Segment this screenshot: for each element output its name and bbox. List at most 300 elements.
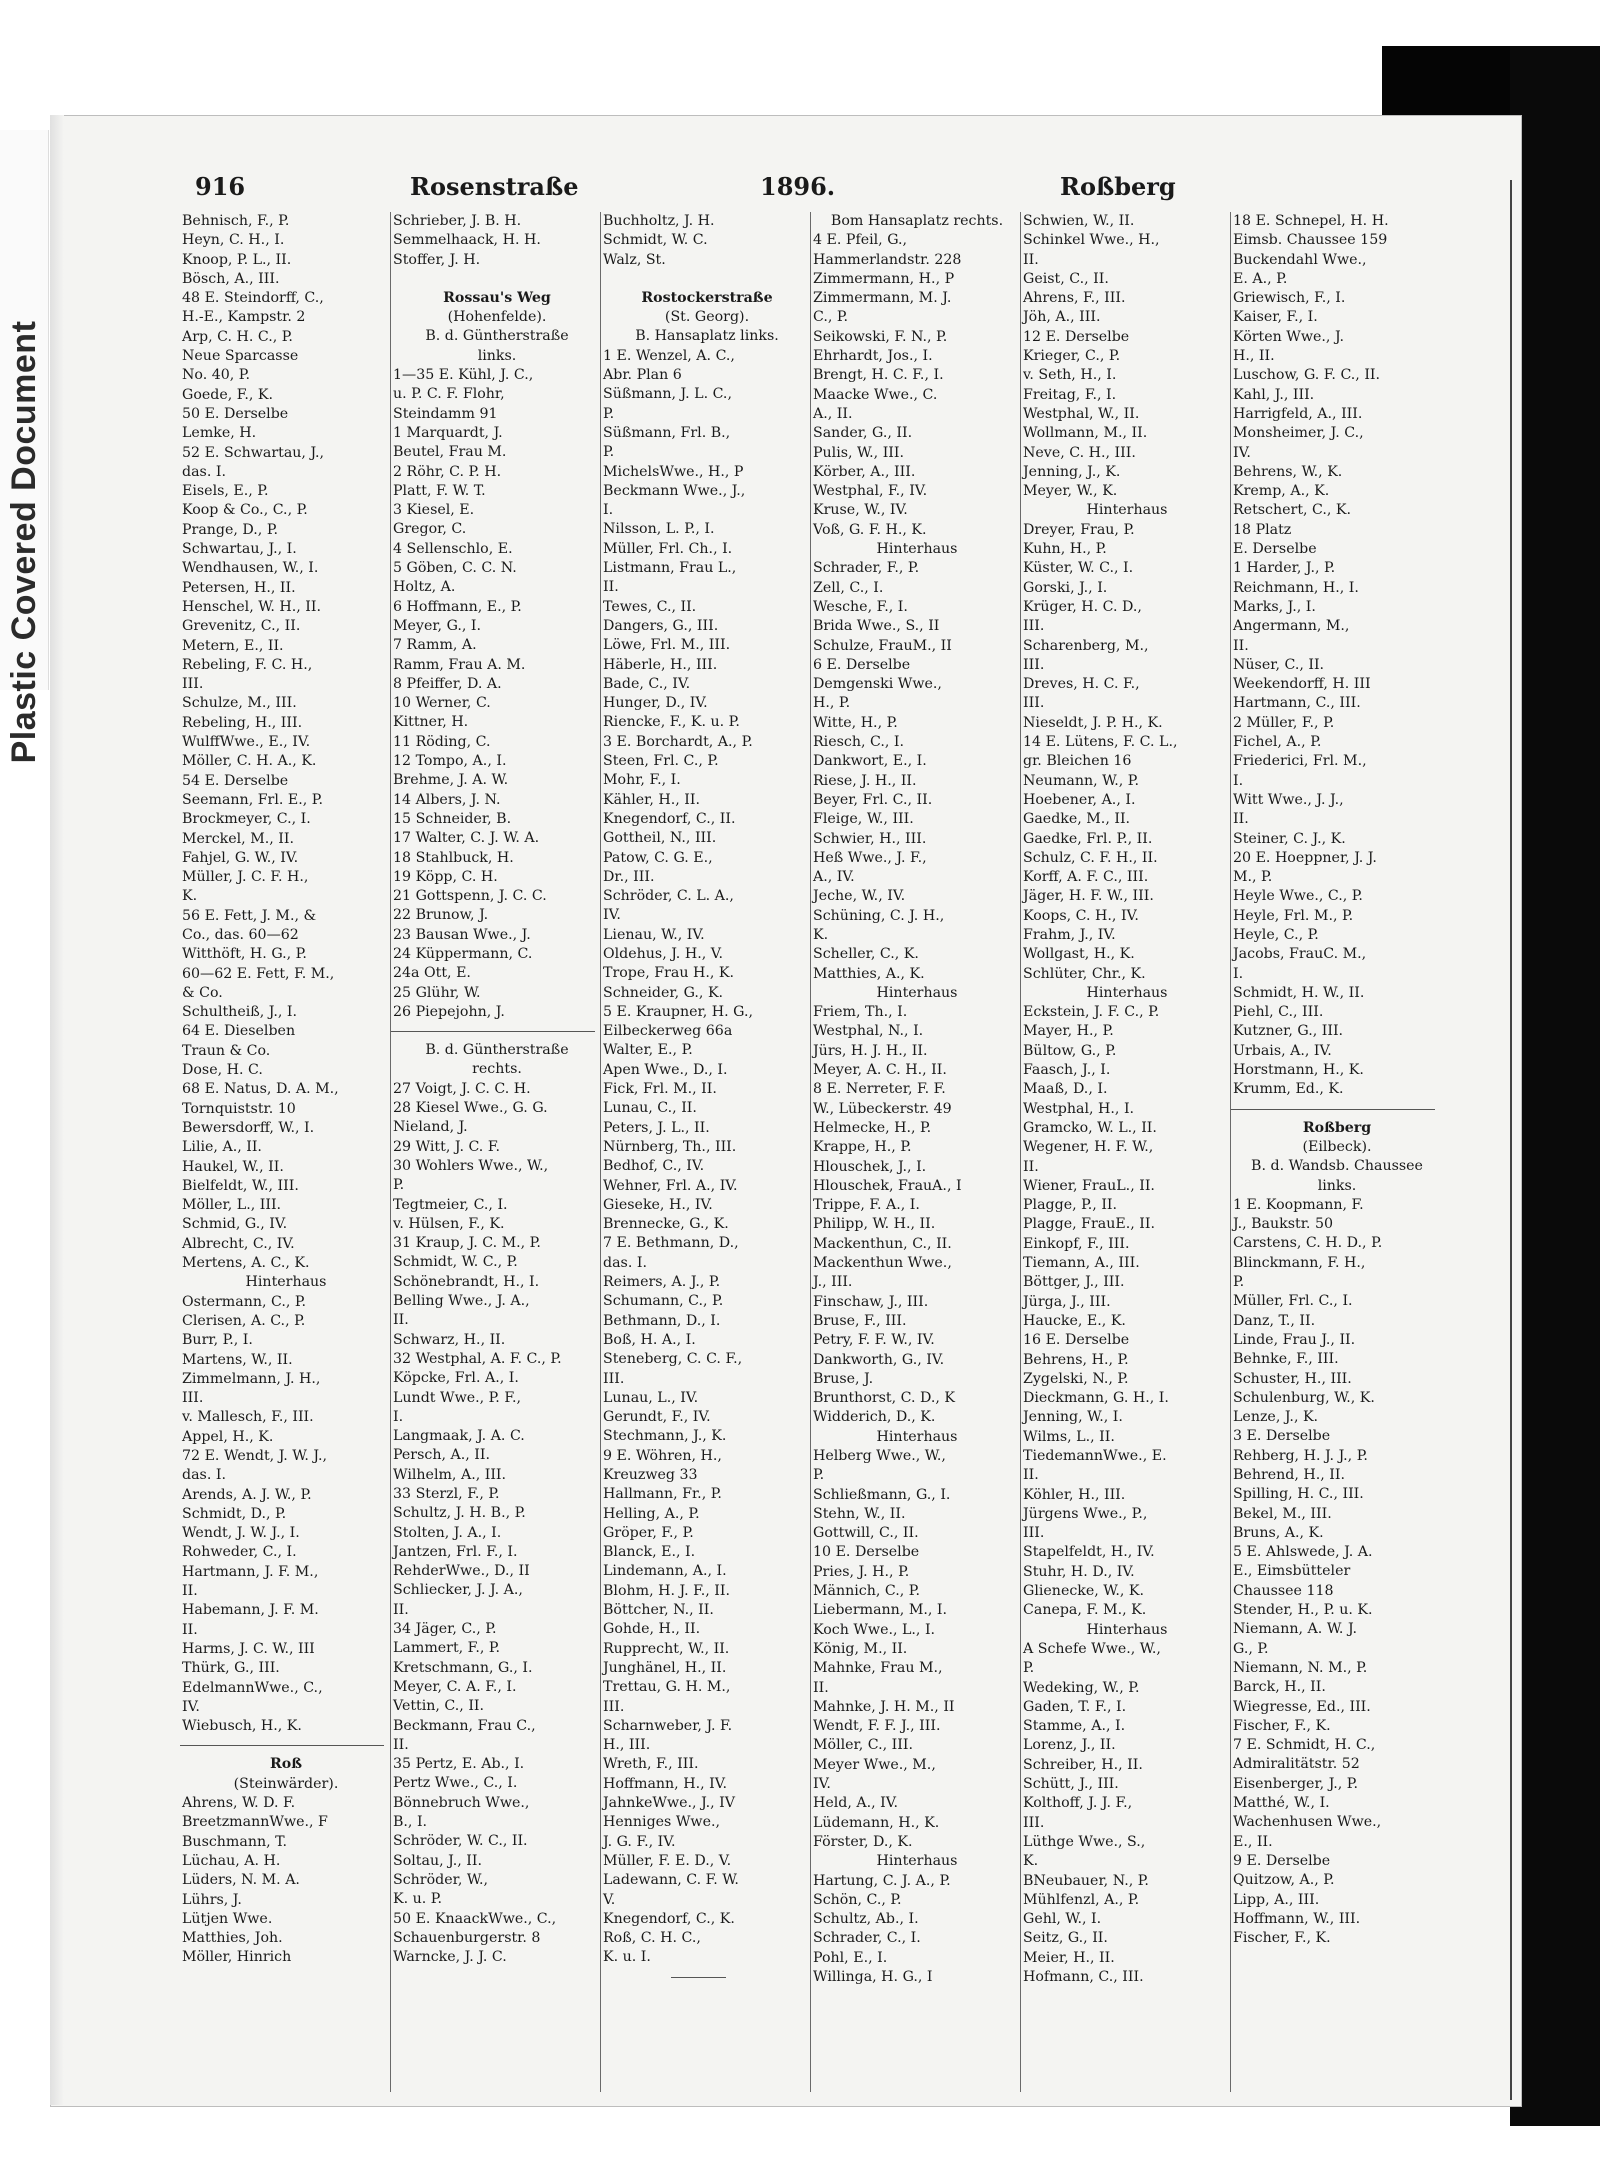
directory-entry: Schulz, C. F. H., II. bbox=[1023, 849, 1158, 866]
directory-entry: RehderWwe., D., II bbox=[393, 1563, 530, 1580]
directory-entry: Kutzner, G., III. bbox=[1233, 1023, 1344, 1040]
directory-entry: Häberle, H., III. bbox=[603, 656, 718, 673]
directory-entry: Neue Sparcasse bbox=[182, 348, 299, 365]
directory-entry: Dr., III. bbox=[603, 868, 655, 885]
directory-entry: Persch, A., II. bbox=[393, 1447, 490, 1464]
directory-entry: 1 E. Wenzel, A. C., bbox=[603, 347, 735, 364]
directory-entry: Monsheimer, J. C., bbox=[1233, 425, 1364, 442]
directory-entry: Kähler, H., II. bbox=[603, 791, 700, 808]
tab-strip bbox=[0, 130, 49, 764]
directory-entry: Hinterhaus bbox=[1086, 984, 1168, 1001]
directory-columns bbox=[180, 212, 1510, 2092]
section-divider bbox=[180, 1736, 390, 1755]
directory-entry: 3 E. Derselbe bbox=[1233, 1428, 1331, 1445]
directory-entry: Urbais, A., IV. bbox=[1233, 1042, 1332, 1059]
directory-entry: Witte, H., P. bbox=[813, 714, 898, 731]
directory-entry: Bethmann, D., I. bbox=[603, 1312, 721, 1329]
directory-entry: Nürnberg, Th., III. bbox=[603, 1138, 737, 1155]
directory-entry: P. bbox=[603, 444, 615, 461]
directory-entry: Mühlfenzl, A., P. bbox=[1023, 1891, 1140, 1908]
directory-entry: Blohm, H. J. F., II. bbox=[603, 1582, 730, 1599]
directory-entry: Mackenthun Wwe., bbox=[813, 1255, 952, 1272]
directory-entry: Hoebener, A., I. bbox=[1023, 791, 1136, 808]
directory-entry: Lindemann, A., I. bbox=[603, 1563, 727, 1580]
directory-entry: 14 Albers, J. N. bbox=[393, 791, 501, 808]
directory-entry: Hinterhaus bbox=[245, 1274, 327, 1291]
directory-entry: Demgenski Wwe., bbox=[813, 676, 942, 693]
directory-entry: Linde, Frau J., II. bbox=[1233, 1331, 1356, 1348]
directory-entry: Krappe, H., P. bbox=[813, 1139, 912, 1156]
directory-entry: Wiebusch, H., K. bbox=[182, 1718, 302, 1735]
directory-entry: König, M., II. bbox=[813, 1640, 908, 1657]
directory-entry: Lienau, W., IV. bbox=[603, 926, 705, 943]
directory-entry: Ehrhardt, Jos., I. bbox=[813, 348, 933, 365]
directory-entry: Bekel, M., III. bbox=[1233, 1505, 1332, 1522]
directory-entry: Krumm, Ed., K. bbox=[1233, 1081, 1344, 1098]
directory-entry: K. bbox=[813, 926, 829, 943]
directory-entry: Martens, W., II. bbox=[182, 1351, 293, 1368]
directory-entry: TiedemannWwe., E. bbox=[1023, 1448, 1167, 1464]
directory-entry: Zimmermann, H., P bbox=[813, 270, 955, 287]
directory-entry: Heyle, Frl. M., P. bbox=[1233, 907, 1354, 924]
directory-entry: 33 Sterzl, F., P. bbox=[393, 1486, 500, 1502]
directory-entry: Maacke Wwe., C. bbox=[813, 386, 938, 403]
column-3 bbox=[600, 212, 811, 2092]
directory-entry: III. bbox=[603, 1698, 625, 1715]
directory-entry: 11 Röding, C. bbox=[393, 733, 491, 750]
directory-entry: Pries, J. H., P. bbox=[813, 1563, 910, 1580]
directory-entry: Schulze, FrauM., II bbox=[813, 637, 952, 654]
directory-entry: Brockmeyer, C., I. bbox=[182, 811, 311, 828]
directory-entry: Schrader, F., P. bbox=[813, 560, 920, 577]
directory-entry: Vettin, C., II. bbox=[393, 1698, 485, 1715]
directory-entry: Schmid, G., IV. bbox=[182, 1216, 288, 1233]
directory-entry: Wachenhusen Wwe., bbox=[1233, 1814, 1382, 1831]
directory-entry: Walter, E., P. bbox=[603, 1042, 693, 1059]
directory-entry: Schumann, C., P. bbox=[603, 1293, 724, 1310]
directory-entry: Brennecke, G., K. bbox=[603, 1216, 729, 1233]
directory-entry: Schmidt, W. C. bbox=[603, 232, 708, 249]
directory-entry: Schinkel Wwe., H., bbox=[1023, 232, 1160, 249]
directory-entry: Schönebrandt, H., I. bbox=[393, 1273, 540, 1290]
directory-entry: G., P. bbox=[1233, 1640, 1269, 1657]
directory-entry: Ostermann, C., P. bbox=[182, 1293, 307, 1310]
directory-entry: Behrens, H., P. bbox=[1023, 1351, 1129, 1368]
directory-entry: Kremp, A., K. bbox=[1233, 483, 1330, 500]
directory-entry: 23 Bausan Wwe., J. bbox=[393, 926, 531, 943]
directory-entry: Heyle Wwe., C., P. bbox=[1233, 888, 1363, 905]
directory-entry: 10 E. Derselbe bbox=[813, 1544, 920, 1561]
directory-entry: Scheller, C., K. bbox=[813, 946, 919, 963]
directory-entry: Lüthge Wwe., S., bbox=[1023, 1833, 1146, 1850]
directory-entry: E., II. bbox=[1233, 1833, 1273, 1850]
directory-entry: Niemann, N. M., P. bbox=[1233, 1659, 1368, 1676]
directory-entry: B. d. Wandsb. Chaussee bbox=[1251, 1158, 1423, 1175]
directory-entry: 9 E. Derselbe bbox=[1233, 1852, 1331, 1869]
directory-entry: Korff, A. F. C., III. bbox=[1023, 869, 1149, 886]
directory-entry: III. bbox=[182, 1390, 204, 1407]
directory-entry: B. d. Güntherstraße bbox=[425, 1042, 569, 1059]
directory-entry: Listmann, Frau L., bbox=[603, 560, 737, 577]
directory-entry: Jenning, J., K. bbox=[1023, 463, 1121, 480]
directory-entry: II. bbox=[1023, 1158, 1039, 1175]
directory-entry: 6 E. Derselbe bbox=[813, 656, 911, 673]
directory-entry: J. G. F., IV. bbox=[603, 1833, 676, 1850]
directory-entry: II. bbox=[393, 1601, 409, 1618]
directory-entry: II. bbox=[813, 1679, 829, 1696]
directory-entry: Lemke, H. bbox=[182, 425, 257, 442]
directory-entry: Pulis, W., III. bbox=[813, 444, 905, 461]
directory-entry: 7 E. Schmidt, H. C., bbox=[1233, 1737, 1376, 1754]
directory-entry: Rehberg, H. J. J., P. bbox=[1233, 1447, 1368, 1464]
directory-entry: Albrecht, C., IV. bbox=[182, 1235, 295, 1252]
directory-entry: Köhler, H., III. bbox=[1023, 1486, 1126, 1503]
directory-entry: W., Lübeckerstr. 49 bbox=[813, 1100, 952, 1117]
directory-entry: Behnisch, F., P. bbox=[182, 213, 290, 229]
directory-entry: M., P. bbox=[1233, 869, 1273, 886]
directory-entry: Wollmann, M., II. bbox=[1023, 425, 1148, 442]
directory-entry: Holtz, A. bbox=[393, 579, 456, 596]
directory-entry: Wiener, FrauL., II. bbox=[1023, 1177, 1155, 1194]
directory-entry: Jenning, W., I. bbox=[1023, 1409, 1123, 1426]
directory-entry: P. bbox=[1023, 1660, 1035, 1677]
directory-entry: Schmidt, H. W., II. bbox=[1233, 984, 1365, 1001]
directory-entry: B. Hansaplatz links. bbox=[635, 328, 779, 345]
directory-entry: Jeche, W., IV. bbox=[813, 888, 906, 905]
directory-entry: Stamme, A., I. bbox=[1023, 1718, 1126, 1735]
directory-entry: Helberg Wwe., W., bbox=[813, 1448, 946, 1464]
directory-entry: Schütt, J., III. bbox=[1023, 1776, 1119, 1793]
directory-entry: Tornquiststr. 10 bbox=[182, 1100, 296, 1117]
directory-entry: Bültow, G., P. bbox=[1023, 1042, 1117, 1059]
directory-entry: Schrader, C., I. bbox=[813, 1930, 921, 1947]
directory-entry: Neve, C. H., III. bbox=[1023, 444, 1136, 461]
directory-entry: Zimmermann, M. J. bbox=[813, 290, 952, 307]
directory-entry: Traun & Co. bbox=[182, 1042, 271, 1059]
directory-entry: Körber, A., III. bbox=[813, 463, 916, 480]
directory-entry: Brengt, H. C. F., I. bbox=[813, 367, 944, 384]
directory-entry: 8 E. Nerreter, F. F. bbox=[813, 1081, 946, 1098]
directory-entry: 22 Brunow, J. bbox=[393, 907, 489, 924]
directory-entry: Wesche, F., I. bbox=[813, 598, 908, 615]
directory-entry: Stehn, W., II. bbox=[813, 1505, 906, 1522]
directory-entry: III. bbox=[1023, 1814, 1045, 1831]
directory-entry: Kahl, J., III. bbox=[1233, 386, 1315, 403]
directory-entry: Philipp, W. H., II. bbox=[813, 1216, 936, 1233]
directory-entry: JahnkeWwe., J., IV bbox=[603, 1795, 736, 1812]
directory-entry: Frahm, J., IV. bbox=[1023, 926, 1116, 943]
directory-entry: Schmidt, D., P. bbox=[182, 1505, 287, 1522]
directory-entry: Barck, H., II. bbox=[1233, 1679, 1326, 1696]
directory-entry: Kittner, H. bbox=[393, 714, 469, 731]
directory-entry: Metern, E., II. bbox=[182, 637, 284, 654]
directory-entry: Nieseldt, J. P. H., K. bbox=[1023, 714, 1163, 731]
directory-entry: E. A., P. bbox=[1233, 270, 1288, 287]
directory-entry: Wiegresse, Ed., III. bbox=[1233, 1698, 1371, 1715]
directory-entry: BNeubauer, N., P. bbox=[1023, 1872, 1149, 1889]
directory-entry: Thürk, G., III. bbox=[182, 1660, 280, 1677]
directory-entry: Wilhelm, A., III. bbox=[393, 1466, 507, 1483]
directory-entry: Müller, Frl. C., I. bbox=[1233, 1293, 1353, 1310]
directory-entry: 12 Tompo, A., I. bbox=[393, 753, 507, 770]
directory-entry: 18 Stahlbuck, H. bbox=[393, 849, 514, 866]
directory-entry: 15 Schneider, B. bbox=[393, 810, 512, 827]
directory-entry: 60—62 E. Fett, F. M., bbox=[182, 965, 335, 982]
directory-entry: II. bbox=[393, 1736, 409, 1753]
directory-entry: Clerisen, A. C., P. bbox=[182, 1312, 306, 1329]
directory-entry: Beutel, Frau M. bbox=[393, 444, 507, 461]
directory-entry: Maaß, D., I. bbox=[1023, 1081, 1108, 1098]
directory-entry: 1—35 E. Kühl, J. C., bbox=[393, 367, 534, 384]
directory-entry: Lipp, A., III. bbox=[1233, 1891, 1320, 1908]
directory-entry: B. d. Güntherstraße bbox=[425, 328, 569, 345]
directory-entry: E. Derselbe bbox=[1233, 541, 1317, 558]
directory-entry: Böttcher, N., II. bbox=[603, 1602, 714, 1619]
directory-entry: IV. bbox=[603, 907, 621, 924]
directory-entry: Voß, G. F. H., K. bbox=[813, 521, 927, 538]
directory-entry: Löwe, Frl. M., III. bbox=[603, 637, 731, 654]
directory-entry: Müller, J. C. F. H., bbox=[182, 869, 309, 886]
header-year: 1896. bbox=[760, 172, 836, 201]
directory-entry: Wendhausen, W., I. bbox=[182, 560, 319, 577]
column-5 bbox=[1020, 212, 1231, 2092]
directory-entry: Kretschmann, G., I. bbox=[393, 1659, 533, 1676]
directory-entry: Scharenberg, M., bbox=[1023, 637, 1149, 654]
directory-entry: B., I. bbox=[393, 1814, 428, 1831]
directory-entry: Widderich, D., K. bbox=[813, 1409, 936, 1426]
directory-entry: Westphal, N., I. bbox=[813, 1023, 924, 1040]
section-divider bbox=[601, 1968, 811, 1987]
directory-entry: 10 Werner, C. bbox=[393, 695, 491, 712]
directory-entry: Eisels, E., P. bbox=[182, 483, 269, 500]
directory-entry: Walz, St. bbox=[603, 251, 666, 268]
directory-entry: Schön, C., P. bbox=[813, 1891, 902, 1908]
directory-entry: 35 Pertz, E. Ab., I. bbox=[393, 1756, 525, 1773]
directory-entry: Krieger, C., P. bbox=[1023, 348, 1121, 365]
directory-entry: 18 Platz bbox=[1233, 521, 1292, 538]
directory-entry: 12 E. Derselbe bbox=[1023, 328, 1130, 345]
directory-entry: P. bbox=[813, 1467, 825, 1484]
directory-entry: links. bbox=[1317, 1177, 1357, 1194]
directory-entry: 18 E. Schnepel, H. H. bbox=[1233, 213, 1389, 229]
directory-entry: Möller, C. H. A., K. bbox=[182, 753, 317, 770]
page-number: 916 bbox=[195, 172, 246, 201]
directory-entry: Förster, D., K. bbox=[813, 1833, 913, 1850]
directory-entry: Retschert, C., K. bbox=[1233, 502, 1352, 519]
spacer bbox=[391, 270, 601, 289]
directory-entry: Goede, F., K. bbox=[182, 386, 274, 403]
directory-entry: Seemann, Frl. E., P. bbox=[182, 791, 323, 808]
directory-entry: Eimsb. Chaussee 159 bbox=[1233, 232, 1388, 249]
directory-entry: Buchholtz, J. H. bbox=[603, 213, 715, 229]
directory-entry: Nilsson, L. P., I. bbox=[603, 521, 715, 538]
directory-entry: Köpcke, Frl. A., I. bbox=[393, 1370, 519, 1387]
directory-entry: Rebeling, F. C. H., bbox=[182, 656, 313, 673]
directory-entry: Petry, F. F. W., IV. bbox=[813, 1332, 935, 1349]
directory-entry: P. bbox=[393, 1177, 405, 1194]
directory-entry: Kaiser, F., I. bbox=[1233, 309, 1318, 326]
directory-entry: Meyer Wwe., M., bbox=[813, 1756, 936, 1773]
directory-entry: Ahrens, F., III. bbox=[1023, 290, 1126, 307]
directory-entry: Schröder, W. C., II. bbox=[393, 1833, 528, 1850]
directory-entry: v. Seth, H., I. bbox=[1023, 367, 1117, 384]
directory-entry: A Schefe Wwe., W., bbox=[1023, 1640, 1161, 1657]
directory-entry: Co., das. 60—62 bbox=[182, 926, 299, 943]
directory-entry: Koch Wwe., L., I. bbox=[813, 1621, 936, 1638]
directory-entry: Stapelfeldt, H., IV. bbox=[1023, 1544, 1155, 1561]
directory-entry: Hofmann, C., III. bbox=[1023, 1969, 1144, 1986]
directory-entry: Fleige, W., III. bbox=[813, 811, 914, 828]
directory-entry: Tiemann, A., III. bbox=[1023, 1255, 1140, 1272]
page-spine bbox=[50, 115, 64, 2105]
directory-entry: Luschow, G. F. C., II. bbox=[1233, 367, 1381, 384]
directory-entry: 1 Marquardt, J. bbox=[393, 424, 503, 441]
directory-entry: Möller, L., III. bbox=[182, 1197, 282, 1214]
directory-entry: Freitag, F., I. bbox=[1023, 386, 1117, 403]
directory-entry: Ladewann, C. F. W. bbox=[603, 1872, 739, 1889]
directory-entry: Weekendorff, H. III bbox=[1233, 676, 1371, 693]
directory-entry: gr. Bleichen 16 bbox=[1023, 753, 1132, 770]
directory-entry: E., Eimsbütteler bbox=[1233, 1563, 1351, 1580]
directory-entry: Zimmelmann, J. H., bbox=[182, 1370, 321, 1387]
directory-entry: Witt Wwe., J. J., bbox=[1233, 791, 1344, 808]
directory-entry: Hartung, C. J. A., P. bbox=[813, 1872, 951, 1889]
directory-entry: Behnke, F., III. bbox=[1233, 1351, 1339, 1368]
street-heading: Rostockerstraße bbox=[641, 289, 773, 306]
directory-entry: 56 E. Fett, J. M., & bbox=[182, 907, 317, 924]
directory-entry: H., III. bbox=[603, 1737, 651, 1754]
directory-entry: Wreth, F., III. bbox=[603, 1756, 699, 1773]
directory-entry: Wilms, L., II. bbox=[1023, 1428, 1115, 1445]
directory-entry: Oldehus, J. H., V. bbox=[603, 945, 724, 962]
directory-entry: Quitzow, A., P. bbox=[1233, 1872, 1335, 1889]
directory-entry: Rupprecht, W., II. bbox=[603, 1640, 730, 1657]
directory-entry: Lilie, A., II. bbox=[182, 1139, 262, 1156]
directory-entry: Schreiber, H., II. bbox=[1023, 1756, 1143, 1773]
directory-entry: Wedeking, W., P. bbox=[1023, 1679, 1140, 1696]
directory-entry: Hoffmann, W., III. bbox=[1233, 1910, 1361, 1927]
directory-entry: Bedhof, C., IV. bbox=[603, 1158, 705, 1175]
directory-entry: Westphal, F., IV. bbox=[813, 483, 928, 500]
directory-entry: 5 E. Ahlswede, J. A. bbox=[1233, 1544, 1373, 1561]
directory-entry: Platt, F. W. T. bbox=[393, 482, 486, 499]
section-divider bbox=[391, 1022, 601, 1041]
directory-entry: 50 E. KnaackWwe., C., bbox=[393, 1910, 557, 1927]
directory-entry: Admiralitätstr. 52 bbox=[1233, 1756, 1360, 1773]
directory-entry: IV. bbox=[813, 1776, 831, 1793]
directory-entry: Matthies, A., K. bbox=[813, 965, 925, 982]
directory-entry: 7 E. Bethmann, D., bbox=[603, 1235, 739, 1252]
directory-entry: Angermann, M., bbox=[1233, 618, 1350, 635]
directory-entry: 72 E. Wendt, J. W. J., bbox=[182, 1448, 328, 1464]
directory-entry: 7 Ramm, A. bbox=[393, 637, 477, 654]
directory-entry: Matthé, W., I. bbox=[1233, 1795, 1330, 1812]
directory-entry: Pertz Wwe., C., I. bbox=[393, 1775, 518, 1792]
directory-entry: Männich, C., P. bbox=[813, 1583, 920, 1600]
directory-entry: Grevenitz, C., II. bbox=[182, 618, 301, 635]
directory-entry: Beckmann, Frau C., bbox=[393, 1717, 536, 1734]
directory-entry: Schließmann, G., I. bbox=[813, 1486, 951, 1503]
directory-entry: rechts. bbox=[472, 1061, 522, 1078]
directory-entry: Hlouschek, J., I. bbox=[813, 1158, 927, 1175]
directory-entry: Fahjel, G. W., IV. bbox=[182, 849, 299, 866]
directory-entry: (Steinwärder). bbox=[233, 1775, 339, 1792]
directory-entry: Schuster, H., III. bbox=[1233, 1370, 1352, 1387]
directory-entry: Westphal, H., I. bbox=[1023, 1100, 1135, 1117]
directory-entry: Jantzen, Frl. F., I. bbox=[393, 1543, 518, 1560]
directory-entry: J., Baukstr. 50 bbox=[1233, 1216, 1334, 1233]
directory-entry: Möller, Hinrich bbox=[182, 1949, 292, 1966]
directory-entry: Buckendahl Wwe., bbox=[1233, 251, 1367, 268]
directory-entry: Bielfeldt, W., III. bbox=[182, 1177, 299, 1194]
directory-entry: Habemann, J. F. M. bbox=[182, 1602, 319, 1619]
directory-entry: Hinterhaus bbox=[1086, 1621, 1168, 1638]
directory-entry: Mackenthun, C., II. bbox=[813, 1235, 952, 1252]
directory-entry: 6 Hoffmann, E., P. bbox=[393, 598, 522, 615]
directory-entry: Schwartau, J., I. bbox=[182, 541, 297, 558]
directory-entry: Gottheil, N., III. bbox=[603, 830, 717, 847]
directory-entry: Niemann, A. W. J. bbox=[1233, 1621, 1358, 1638]
street-heading: Rossau's Weg bbox=[443, 289, 551, 306]
directory-entry: Helmecke, H., P. bbox=[813, 1119, 932, 1136]
directory-entry: Süßmann, J. L. C., bbox=[603, 386, 732, 403]
directory-entry: Kruse, W., IV. bbox=[813, 502, 908, 519]
directory-entry: Krüger, H. C. D., bbox=[1023, 598, 1142, 615]
directory-entry: III. bbox=[1023, 1525, 1045, 1542]
directory-entry: Hinterhaus bbox=[1086, 502, 1168, 519]
column-2 bbox=[390, 212, 601, 2092]
directory-entry: Jacobs, FrauC. M., bbox=[1233, 946, 1367, 963]
header-right-street: Roßberg bbox=[1060, 172, 1176, 201]
directory-entry: Tegtmeier, C., I. bbox=[393, 1196, 508, 1213]
directory-entry: 3 Kiesel, E. bbox=[393, 502, 475, 519]
directory-entry: Knoop, P. L., II. bbox=[182, 251, 292, 268]
directory-entry: Schwier, H., III. bbox=[813, 830, 927, 847]
directory-entry: Friederici, Frl. M., bbox=[1233, 753, 1367, 770]
directory-entry: Müller, F. E. D., V. bbox=[603, 1852, 732, 1869]
directory-entry: II. bbox=[1023, 1467, 1039, 1484]
directory-entry: 2 Röhr, C. P. H. bbox=[393, 463, 502, 480]
directory-entry: 4 Sellenschlo, E. bbox=[393, 540, 513, 557]
directory-entry: 9 E. Wöhren, H., bbox=[603, 1447, 722, 1464]
directory-entry: Stoffer, J. H. bbox=[393, 251, 481, 268]
directory-entry: Gaedke, Frl. P., II. bbox=[1023, 830, 1153, 847]
directory-entry: Hinterhaus bbox=[876, 1428, 958, 1445]
directory-entry: 25 Glühr, W. bbox=[393, 984, 481, 1001]
directory-entry: Knegendorf, C., K. bbox=[603, 1910, 735, 1927]
directory-entry: Gieseke, H., IV. bbox=[603, 1196, 713, 1213]
directory-entry: Mahnke, Frau M., bbox=[813, 1660, 943, 1677]
directory-entry: 50 E. Derselbe bbox=[182, 405, 289, 422]
directory-entry: Haukel, W., II. bbox=[182, 1158, 284, 1175]
directory-entry: 28 Kiesel Wwe., G. G. bbox=[393, 1100, 548, 1117]
directory-entry: Liebermann, M., I. bbox=[813, 1602, 947, 1619]
directory-entry: Körten Wwe., J. bbox=[1233, 328, 1345, 345]
header-left-street: Rosenstraße bbox=[410, 172, 579, 201]
directory-entry: Rebeling, H., III. bbox=[182, 714, 303, 731]
directory-entry: 8 Pfeiffer, D. A. bbox=[393, 675, 502, 692]
directory-entry: IV. bbox=[1233, 444, 1251, 461]
directory-entry: Hlouschek, FrauA., I bbox=[813, 1177, 962, 1194]
directory-entry: Gerundt, F., IV. bbox=[603, 1409, 711, 1426]
directory-entry: v. Mallesch, F., III. bbox=[182, 1409, 314, 1426]
directory-entry: Dankwort, E., I. bbox=[813, 753, 927, 770]
directory-entry: 30 Wohlers Wwe., W., bbox=[393, 1157, 549, 1174]
directory-entry: Gottwill, C., II. bbox=[813, 1525, 919, 1542]
directory-entry: 64 E. Dieselben bbox=[182, 1023, 296, 1040]
directory-entry: Plagge, FrauE., II. bbox=[1023, 1216, 1155, 1233]
directory-entry: II. bbox=[1023, 251, 1039, 268]
